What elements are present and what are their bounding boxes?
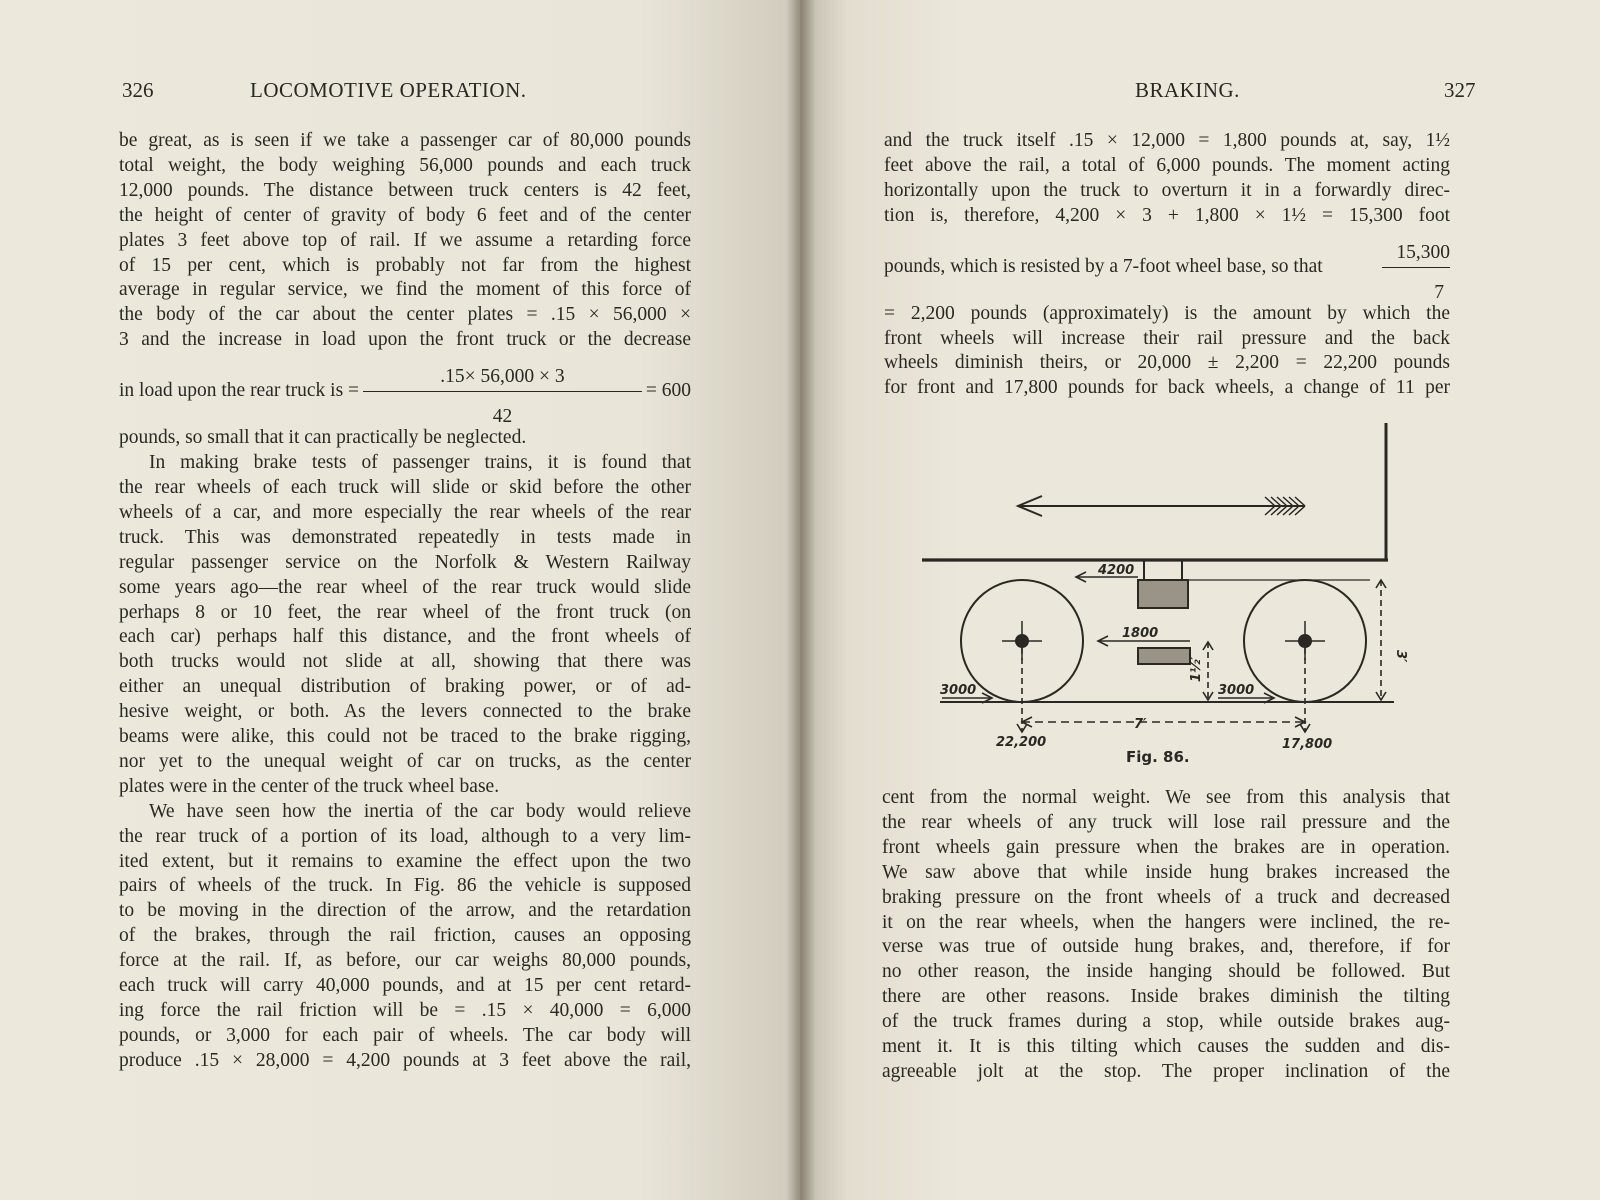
left-text-column xyxy=(119,129,691,1074)
text-line: wheels diminish theirs, or 20,000 ± 2,200 = 22,200 pounds xyxy=(884,352,1450,374)
text-line: of the truck frames during a stop, while outside brakes aug- xyxy=(882,1011,1450,1033)
text-line: cent from the normal weight. We see from this analysis that xyxy=(882,787,1450,808)
left-paragraph-1-end: pounds, so small that it can practically be neglected. xyxy=(119,427,527,449)
text-line: front wheels will increase their rail pressure and the back xyxy=(884,327,1450,349)
equation-prefix: in load upon the rear truck is = xyxy=(119,380,360,402)
text-line: beams were alike, this could not be traced to the brake rigging, xyxy=(119,726,691,748)
text-line: each truck will carry 40,000 pounds, and at 15 per cent retard- xyxy=(119,975,691,997)
wheelbase-label: 7′ xyxy=(1134,717,1147,732)
text-line: horizontally upon the truck to overturn it in a forwardly direc- xyxy=(884,179,1450,201)
text-line: produce .15 × 28,000 = 4,200 pounds at 3 feet above the rail, xyxy=(119,1049,691,1071)
force-label-3000-rear: 3000 xyxy=(1218,683,1255,698)
bolster-block xyxy=(1138,580,1188,608)
text-line: We saw above that while inside hung brakes increased the xyxy=(882,861,1450,883)
text-line: tion is, therefore, 4,200 × 3 + 1,800 × 1½ = 15,300 foot xyxy=(884,204,1450,226)
text-line: wheels of a car, and more especially the rear wheels of the rear xyxy=(119,501,691,523)
text-line: and the truck itself .15 × 12,000 = 1,800 pounds at, say, 1½ xyxy=(884,130,1450,151)
left-running-head: LOCOMOTIVE OPERATION. xyxy=(250,78,527,102)
right-mid-lines xyxy=(884,302,1450,402)
text-line: the body of the car about the center plates = .15 × 56,000 × xyxy=(119,304,691,326)
right-running-head: BRAKING. xyxy=(1135,78,1240,102)
text-line: pairs of wheels of the truck. In Fig. 86 the vehicle is supposed xyxy=(119,875,691,897)
text-line: total weight, the body weighing 56,000 pounds and each truck xyxy=(119,154,691,176)
text-line: for front and 17,800 pounds for back wheels, a change of 11 per xyxy=(884,377,1450,399)
text-line: ment it. It is this tilting which causes the sudden and dis- xyxy=(882,1036,1450,1058)
right-text-column-bottom xyxy=(882,786,1450,1085)
fraction-prefix: pounds, which is resisted by a 7-foot wheel base, so that xyxy=(884,255,1323,277)
text-line: the height of center of gravity of body 6 feet and of the center xyxy=(119,204,691,226)
text-line: 12,000 pounds. The distance between truck centers is 42 feet, xyxy=(119,179,691,201)
equation-numerator: .15× 56,000 × 3 xyxy=(440,366,565,388)
text-line: either an unequal distribution of braking power, or of ad- xyxy=(119,676,691,698)
text-line: the rear wheels of each truck will slide or skid before the other xyxy=(119,476,691,498)
left-page-number: 326 xyxy=(122,78,154,102)
text-line: the rear wheels of any truck will lose rail pressure and the xyxy=(882,811,1450,833)
equation-result: = 600 xyxy=(645,380,691,402)
text-line: no other reason, the inside hanging should be followed. But xyxy=(882,961,1450,983)
text-line: braking pressure on the front wheels of a truck and decreased xyxy=(882,886,1450,908)
fraction-denominator: 7 xyxy=(1434,281,1444,303)
text-line: pounds, or 3,000 for each pair of wheels. The car body will xyxy=(119,1024,691,1046)
text-line: it on the rear wheels, when the hangers were inclined, the re- xyxy=(882,911,1450,933)
text-line: some years ago—the rear wheel of the rear truck would slide xyxy=(119,576,691,598)
equation-denominator: 42 xyxy=(492,406,513,428)
right-top-lines xyxy=(884,129,1450,229)
front-load-label: 22,200 xyxy=(996,735,1047,750)
text-line: force at the rail. If, as before, our car weighs 80,000 pounds, xyxy=(119,950,691,972)
figure-caption: Fig. 86. xyxy=(1126,748,1190,766)
text-line: feet above the rail, a total of 6,000 pounds. The moment acting xyxy=(884,154,1450,176)
body-height-label: 3′ xyxy=(1393,650,1408,663)
text-line: plates 3 feet above top of rail. If we assume a retarding force xyxy=(119,229,691,251)
text-line: nor yet to the unequal weight of car on trucks, as the center xyxy=(119,750,691,772)
left-paragraph-3 xyxy=(119,800,691,1074)
fraction-bar xyxy=(363,391,642,392)
right-page xyxy=(800,0,1600,1200)
text-line: ited extent, but it remains to examine the effect upon the two xyxy=(119,850,691,872)
text-line: We have seen how the inertia of the car body would relieve xyxy=(149,800,691,822)
right-text-column-top xyxy=(884,129,1450,401)
right-page-number: 327 xyxy=(1444,78,1476,102)
text-line: of 15 per cent, which is probably not far from the highest xyxy=(119,254,691,276)
text-line: In making brake tests of passenger trains, it is found that xyxy=(149,452,691,474)
book-gutter xyxy=(786,0,816,1200)
text-line: = 2,200 pounds (approximately) is the amount by which the xyxy=(884,302,1450,324)
truck-frame-block xyxy=(1138,648,1190,664)
rear-load-label: 17,800 xyxy=(1282,737,1333,752)
text-line: there are other reasons. Inside brakes diminish the tilting xyxy=(882,986,1450,1008)
wheelbase-fraction-line xyxy=(884,241,1450,303)
text-line: be great, as is seen if we take a passenger car of 80,000 pounds xyxy=(119,130,691,151)
text-line: ing force the rail friction will be = .15 × 40,000 = 6,000 xyxy=(119,1000,691,1021)
left-paragraph-1 xyxy=(119,129,691,353)
truck-height-label: 1½′ xyxy=(1189,656,1204,682)
text-line: plates were in the center of the truck wheel base. xyxy=(119,775,500,797)
force-label-1800: 1800 xyxy=(1122,626,1159,641)
text-line: 3 and the increase in load upon the front truck or the decrease xyxy=(119,329,691,351)
fraction-bar xyxy=(1382,267,1450,268)
right-bottom-lines xyxy=(882,786,1450,1085)
force-label-3000-front: 3000 xyxy=(940,683,977,698)
text-line: both trucks would not slide at all, showing that there was xyxy=(119,651,691,673)
fig-86-truck-diagram xyxy=(900,410,1440,780)
text-line: the rear truck of a portion of its load, although to a very lim- xyxy=(119,825,691,847)
center-plate xyxy=(1144,560,1182,580)
text-line: regular passenger service on the Norfolk & Western Railway xyxy=(119,551,691,573)
text-line: verse was true of outside hung brakes, and, therefore, if for xyxy=(882,936,1450,958)
text-line: front wheels gain pressure when the brakes are in operation. xyxy=(882,836,1450,858)
wheelbase-fraction xyxy=(1382,241,1450,303)
left-paragraph-2 xyxy=(119,451,691,800)
text-line: perhaps 8 or 10 feet, the rear wheel of the front truck (on xyxy=(119,601,691,623)
text-line: agreeable jolt at the stop. The proper inclination of the xyxy=(882,1060,1450,1082)
text-line: each car) perhaps half this distance, and the front wheels of xyxy=(119,626,691,648)
text-line: to be moving in the direction of the arrow, and the retardation xyxy=(119,900,691,922)
text-line: hesive weight, or both. As the levers connected to the brake xyxy=(119,701,691,723)
text-line: truck. This was demonstrated repeatedly in tests made in xyxy=(119,526,691,548)
text-line: of the brakes, through the rail friction, causes an opposing xyxy=(119,925,691,947)
force-label-4200: 4200 xyxy=(1098,563,1135,578)
text-line: average in regular service, we find the moment of this force of xyxy=(119,279,691,301)
fraction-numerator: 15,300 xyxy=(1396,241,1450,263)
